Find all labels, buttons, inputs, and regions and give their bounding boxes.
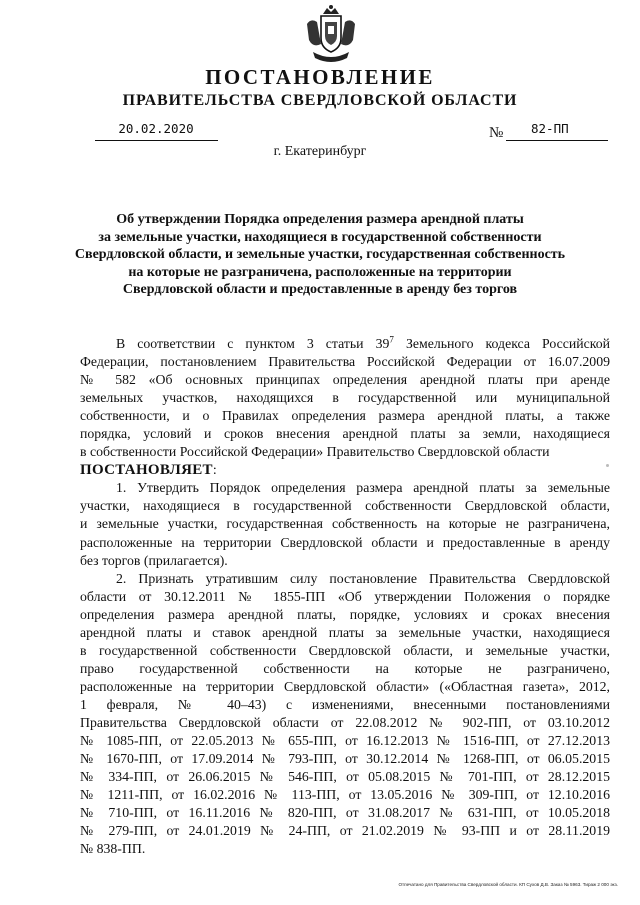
item2-line: определения размера арендной платы, порядке, условиях и сроках внесения <box>80 606 610 622</box>
number-underline <box>506 140 608 141</box>
decree-colon: : <box>212 462 217 478</box>
item1-line: и земельные участки, государственная собственность на которые не разграничена, <box>80 516 610 532</box>
preamble-start: В соответствии с пунктом 3 статьи 39 <box>116 336 390 351</box>
preamble-line: в собственности Российской Федерации» Правительство Свердловской области <box>80 444 550 460</box>
heading-line: Свердловской области и предоставленные в аренду без торгов <box>122 282 518 298</box>
item1-line: участки, находящиеся в государственной собственности Свердловской области, <box>80 498 610 514</box>
heading-line: на которые не разграничена, расположенные на территории <box>128 264 512 280</box>
preamble-end: Земельного кодекса Российской <box>393 336 610 351</box>
heading-line: за земельные участки, находящиеся в государственной собственности <box>98 229 542 245</box>
heading-line: Об утверждении Порядка определения размера арендной платы <box>116 212 524 227</box>
item2-line: № 334-ПП, от 26.06.2015 № 546-ПП, от 05.08.2015 № 701-ПП, от 28.12.2015 <box>80 769 610 785</box>
item2-line: 1 февраля, № 40–43) с изменениями, внесенными постановлениями <box>80 696 610 712</box>
item2-line: № 279-ПП, от 24.01.2019 № 24-ПП, от 21.02.2019 № 93-ПП и от 28.11.2019 <box>80 823 610 839</box>
article-superscript: 7 <box>389 334 394 345</box>
document-city: г. Екатеринбург <box>273 144 367 159</box>
item2-line: Правительства Свердловской области от 22.08.2012 № 902-ПП, от 03.10.2012 <box>80 714 610 730</box>
date-underline <box>95 140 218 141</box>
preamble-line: Федерации, постановлением Правительства Российской Федерации от 16.07.2009 <box>80 354 610 370</box>
document-body <box>80 335 610 858</box>
item2-line: расположенные на территории Свердловской области» («Областная газета», 2012, <box>80 678 610 694</box>
document-title: ПОСТАНОВЛЕНИЕ <box>205 65 435 89</box>
item2-line: № 1085-ПП, от 22.05.2013 № 655-ПП, от 16.12.2013 № 1516-ПП, от 27.12.2013 <box>80 733 610 749</box>
item1-line: без торгов (прилагается). <box>80 552 228 568</box>
item2-line: № 1211-ПП, от 16.02.2016 № 113-ПП, от 13.05.2016 № 309-ПП, от 12.10.2016 <box>80 787 610 803</box>
item1-line: расположенные на территории Свердловской области и предоставленные в аренду <box>80 534 610 550</box>
preamble-line: порядка, условий и сроков внесения арендной платы за земли, находящиеся <box>80 426 610 442</box>
preamble-line <box>80 335 610 353</box>
preamble-line: собственности, и о Правилах определения размера арендной платы, а также <box>80 408 610 424</box>
item2-line: области от 30.12.2011 № 1855-ПП «Об утверждении Положения о порядке <box>80 588 610 604</box>
decree-line <box>80 461 610 479</box>
number-sign: № <box>489 125 504 141</box>
heading-line: Свердловской области, и земельные участки, государственная собственность <box>74 247 566 263</box>
item2-line: № 710-ПП, от 16.11.2016 № 820-ПП, от 31.08.2017 № 631-ПП, от 10.05.2018 <box>80 805 610 821</box>
document-subtitle: ПРАВИТЕЛЬСТВА СВЕРДЛОВСКОЙ ОБЛАСТИ <box>122 92 518 109</box>
preamble-line: земельных участков, находящихся в государственной или муниципальной <box>80 390 610 406</box>
item1-line: 1. Утвердить Порядок определения размера арендной платы за земельные <box>116 480 610 496</box>
item2-line: право государственной собственности на которые не разграничено, <box>80 660 610 676</box>
coat-of-arms-icon <box>301 4 361 66</box>
item2-line: в государственной собственности Свердловской области, и земельные участки, <box>80 642 610 658</box>
print-footer: Отпечатано для Правительства Свердловской области. КП Сухов Д.В. Заказ № 5963. Тираж 2 000 экз. <box>398 882 618 887</box>
item2-line: 2. Признать утратившим силу постановление Правительства Свердловской <box>116 570 610 586</box>
document-heading <box>60 211 580 299</box>
item2-line: № 838-ПП. <box>80 841 146 857</box>
preamble-line: № 582 «Об основных принципах определения арендной платы при аренде <box>80 372 610 388</box>
decree-word: ПОСТАНОВЛЯЕТ <box>80 462 213 479</box>
item2-line: № 1670-ПП, от 17.09.2014 № 793-ПП, от 30.12.2014 № 1268-ПП, от 06.05.2015 <box>80 751 610 767</box>
item2-line: арендной платы и ставок арендной платы за земельные участки, находящиеся <box>80 624 610 640</box>
scan-speck <box>606 464 609 467</box>
document-date: 20.02.2020 <box>118 121 194 136</box>
document-number: 82-ПП <box>531 121 569 136</box>
